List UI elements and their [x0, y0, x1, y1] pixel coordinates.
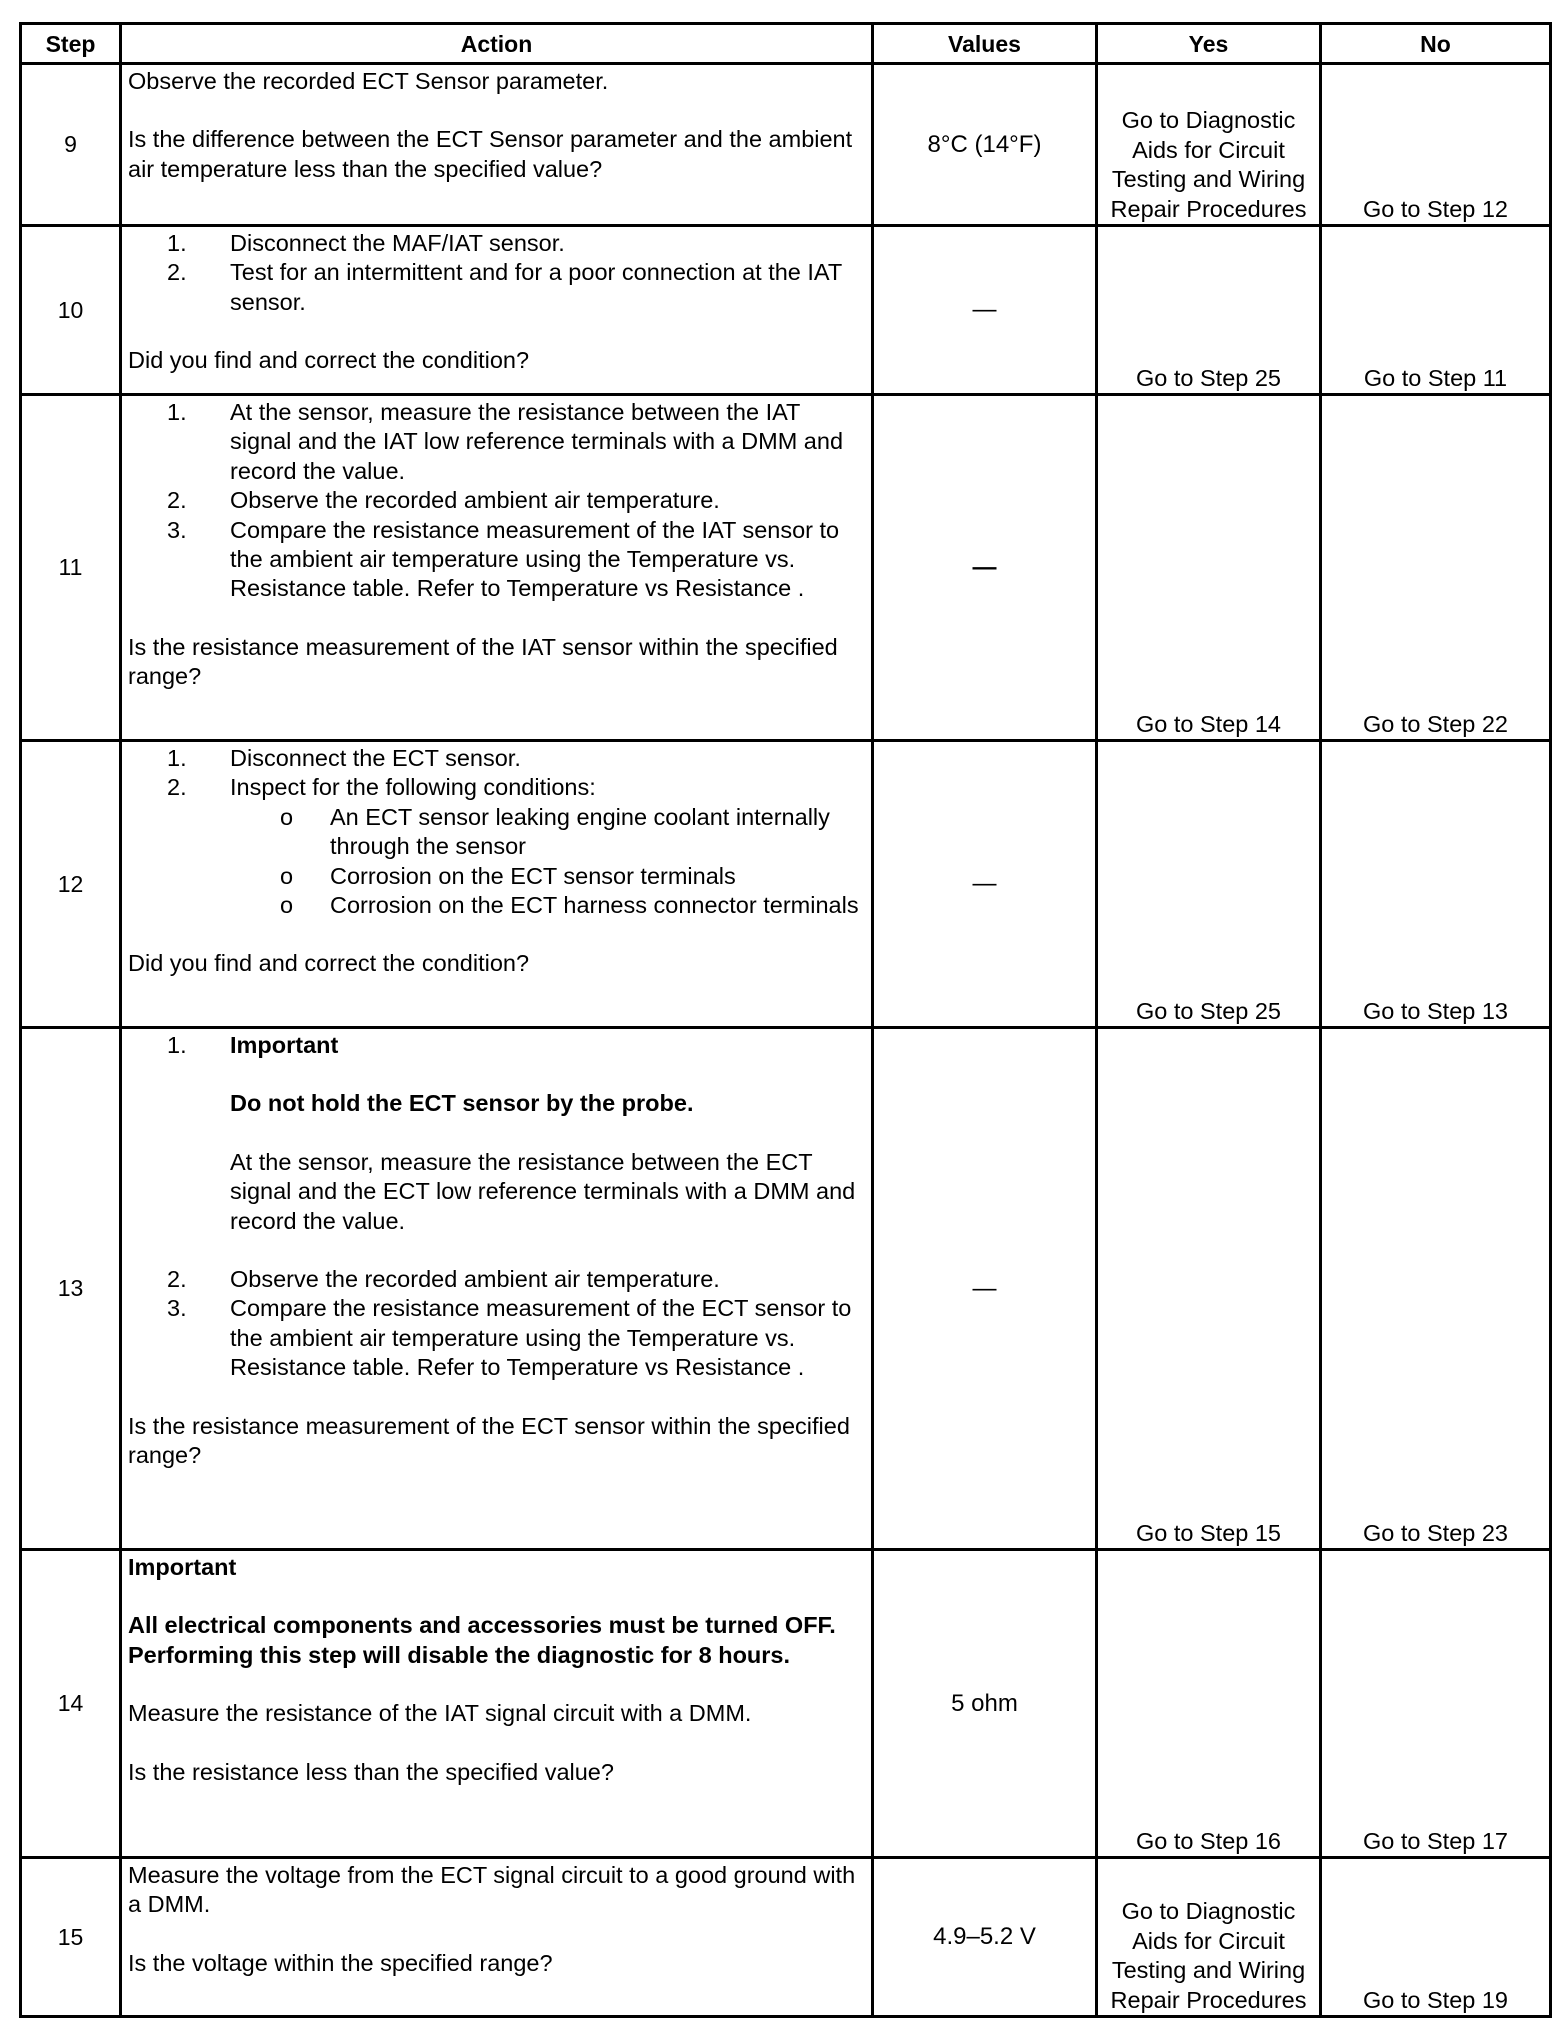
header-step: Step — [21, 24, 121, 64]
list-item: 1. Disconnect the ECT sensor. — [167, 745, 521, 771]
step-number: 12 — [21, 741, 121, 1028]
no-cell: Go to Step 19 — [1321, 1858, 1551, 2017]
values-cell: — — [873, 741, 1097, 1028]
list-item: 3. Compare the resistance measurement of the IAT sensor to the ambient air temperature using the Temperature vs. Resistance table. Refer to Temperature vs Resistance . — [167, 516, 840, 602]
yes-cell: Go to Diagnostic Aids for Circuit Testing and Wiring Repair Procedures — [1097, 1858, 1321, 2017]
action-question: Is the resistance measurement of the ECT sensor within the specified range? — [128, 1412, 850, 1469]
important-text: All electrical components and accessories must be turned OFF. Performing this step will disable the diagnostic for 8 hours. — [128, 1612, 836, 1668]
values-cell: — — [873, 1028, 1097, 1550]
yes-cell: Go to Step 15 — [1097, 1028, 1321, 1550]
yes-cell: Go to Diagnostic Aids for Circuit Testing and Wiring Repair Procedures — [1097, 64, 1321, 226]
step-number: 9 — [21, 64, 121, 226]
action-cell — [121, 1028, 873, 1550]
table-row-step-13 — [21, 1028, 1551, 1550]
action-question: Did you find and correct the condition? — [128, 347, 530, 374]
list-item: 2. Observe the recorded ambient air temperature. — [167, 487, 720, 514]
action-list — [128, 1031, 867, 1383]
yes-cell: Go to Step 16 — [1097, 1550, 1321, 1858]
yes-cell: Go to Step 25 — [1097, 741, 1321, 1028]
step-number: 10 — [21, 226, 121, 395]
action-cell — [121, 1858, 873, 2017]
list-item: 1. At the sensor, measure the resistance between the IAT signal and the IAT low reference terminals with a DMM and record the value. — [167, 399, 844, 484]
action-cell — [121, 1550, 873, 1858]
action-list — [128, 398, 867, 604]
action-question: Is the difference between the ECT Sensor parameter and the ambient air temperature less than the specified value? — [128, 126, 853, 182]
list-item: 2. Test for an intermittent and for a poor connection at the IAT sensor. — [167, 259, 842, 315]
important-label: Important — [128, 1554, 237, 1580]
action-question: Is the resistance measurement of the IAT sensor within the specified range? — [128, 633, 838, 690]
action-question: Did you find and correct the condition? — [128, 950, 530, 977]
list-item: o Corrosion on the ECT sensor terminals — [280, 862, 736, 889]
values-cell: — — [873, 226, 1097, 395]
list-item: 1. Important Do not hold the ECT sensor by the probe. At the sensor, measure the resistance between the ECT signal and the ECT low reference terminals with a DMM and record the value. — [230, 1031, 867, 1265]
table-row-step-10 — [21, 226, 1551, 395]
action-text: Observe the recorded ECT Sensor parameter. — [128, 68, 609, 94]
values-cell: 8°C (14°F) — [873, 64, 1097, 226]
important-label: Important — [230, 1032, 339, 1058]
list-item: 1. Disconnect the MAF/IAT sensor. — [167, 230, 565, 256]
action-text: Measure the resistance of the IAT signal circuit with a DMM. — [128, 1700, 752, 1727]
action-cell — [121, 64, 873, 226]
yes-cell: Go to Step 25 — [1097, 226, 1321, 395]
condition-list — [230, 803, 867, 921]
values-cell: 5 ohm — [873, 1550, 1097, 1858]
header-yes: Yes — [1097, 24, 1321, 64]
header-row — [21, 24, 1551, 64]
header-no: No — [1321, 24, 1551, 64]
action-question: Is the voltage within the specified range? — [128, 1949, 553, 1976]
values-cell: — — [873, 395, 1097, 741]
step-number: 15 — [21, 1858, 121, 2017]
table-row-step-14 — [21, 1550, 1551, 1858]
step-number: 13 — [21, 1028, 121, 1550]
important-text: Do not hold the ECT sensor by the probe. — [230, 1090, 694, 1117]
list-item: o An ECT sensor leaking engine coolant internally through the sensor — [280, 803, 830, 860]
list-item: o Corrosion on the ECT harness connector terminals — [280, 892, 859, 919]
list-item: 2. Observe the recorded ambient air temperature. — [167, 1266, 720, 1293]
list-item: 3. Compare the resistance measurement of the ECT sensor to the ambient air temperature using the Temperature vs. Resistance table. Refer to Temperature vs Resistance . — [167, 1295, 852, 1381]
action-list — [128, 229, 867, 317]
values-cell: 4.9–5.2 V — [873, 1858, 1097, 2017]
no-cell: Go to Step 12 — [1321, 64, 1551, 226]
action-cell — [121, 741, 873, 1028]
step-number: 14 — [21, 1550, 121, 1858]
table-row-step-9 — [21, 64, 1551, 226]
action-text: Measure the voltage from the ECT signal circuit to a good ground with a DMM. — [128, 1862, 856, 1918]
yes-cell: Go to Step 14 — [1097, 395, 1321, 741]
header-values: Values — [873, 24, 1097, 64]
header-action: Action — [121, 24, 873, 64]
diagnostic-table — [19, 22, 1552, 2018]
no-cell: Go to Step 17 — [1321, 1550, 1551, 1858]
table-row-step-15 — [21, 1858, 1551, 2017]
no-cell: Go to Step 11 — [1321, 226, 1551, 395]
step-number: 11 — [21, 395, 121, 741]
table-row-step-11 — [21, 395, 1551, 741]
action-question: Is the resistance less than the specified value? — [128, 1758, 614, 1785]
action-cell — [121, 395, 873, 741]
no-cell: Go to Step 22 — [1321, 395, 1551, 741]
action-cell — [121, 226, 873, 395]
no-cell: Go to Step 13 — [1321, 741, 1551, 1028]
table-row-step-12 — [21, 741, 1551, 1028]
action-list — [128, 744, 867, 920]
no-cell: Go to Step 23 — [1321, 1028, 1551, 1550]
list-item: 2. Inspect for the following conditions: o An ECT sensor leaking engine coolant internally through the sensor o Corrosion on the ECT sensor terminals o Corrosion on the ECT harness connector terminals — [230, 773, 867, 920]
